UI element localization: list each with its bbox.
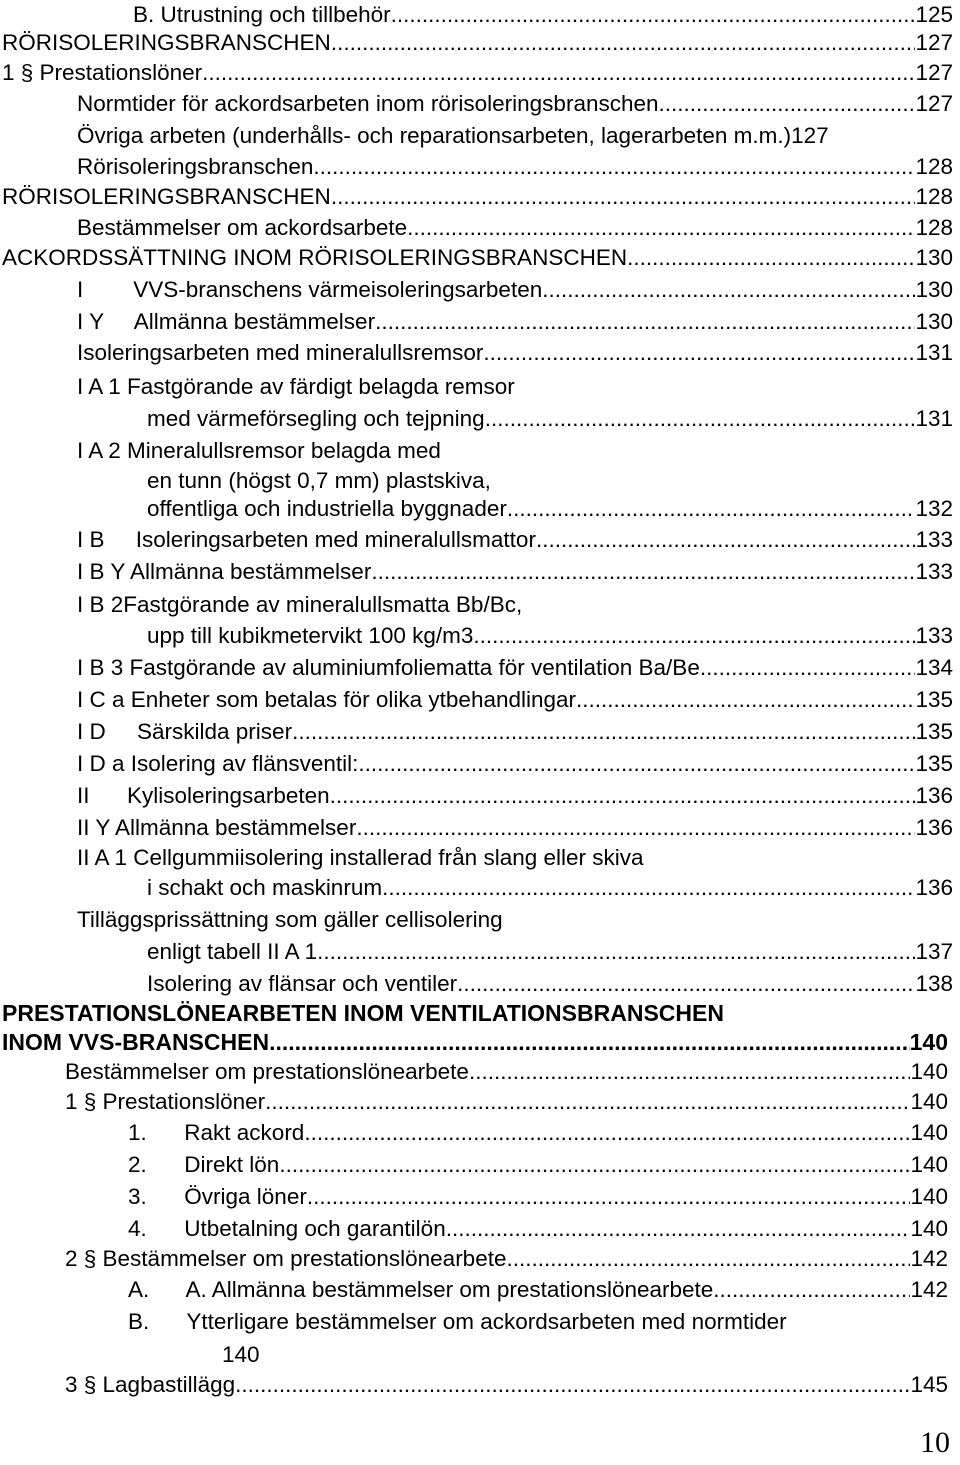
dot-leader — [576, 685, 915, 715]
dot-leader — [358, 749, 915, 779]
toc-entry-page: 127 — [791, 123, 829, 148]
toc-entry — [133, 0, 953, 30]
toc-entry — [2, 182, 953, 212]
toc-entry — [222, 1340, 422, 1370]
toc-entry — [128, 1275, 948, 1305]
toc-entry-title: i schakt och maskinrum — [147, 875, 383, 900]
toc-heading — [2, 998, 953, 1028]
toc-entry-page: 140 — [910, 1152, 948, 1177]
toc-entry-page: 140 — [910, 1184, 948, 1209]
toc-entry-title: enligt tabell II A 1 — [147, 939, 318, 964]
dot-leader — [265, 1087, 910, 1117]
toc-entry-title: Övriga arbeten (underhålls- och reparationsarbeten, lagerarbeten m.m.) — [77, 123, 792, 148]
toc-entry-page: 135 — [915, 751, 953, 776]
toc-entry-page: 135 — [915, 719, 953, 744]
dot-leader — [313, 152, 915, 182]
dot-leader — [304, 1118, 910, 1148]
toc-entry-title: Bestämmelser om ackordsarbete — [77, 215, 408, 240]
toc-entry-title: Isolering av flänsar och ventiler — [147, 971, 458, 996]
dot-leader — [483, 338, 915, 368]
toc-entry — [2, 28, 953, 58]
dot-leader — [235, 1370, 910, 1400]
toc-entry-title: I A 1 Fastgörande av färdigt belagda remsor — [77, 374, 515, 399]
toc-entry — [147, 404, 953, 434]
dot-leader — [307, 1182, 911, 1212]
toc-entry-page: 136 — [915, 875, 953, 900]
toc-entry-title: I D Särskilda priser — [77, 719, 293, 744]
toc-entry-title: Rörisoleringsbranschen — [77, 154, 314, 179]
toc-entry-page: 127 — [915, 60, 953, 85]
toc-entry-page: 127 — [915, 30, 953, 55]
toc-entry-page: 127 — [915, 91, 953, 116]
dot-leader — [473, 621, 915, 651]
dot-leader — [446, 1214, 911, 1244]
toc-entry-page: 140 — [910, 1089, 948, 1114]
page-number: 10 — [920, 1426, 950, 1459]
dot-leader — [279, 1150, 910, 1180]
toc-entry-title: 2. Direkt lön — [128, 1152, 280, 1177]
toc-entry-page: 130 — [915, 277, 953, 302]
toc-entry-title: 2 § Bestämmelser om prestationslönearbete — [65, 1246, 507, 1271]
toc-entry — [147, 621, 953, 651]
toc-entry — [77, 121, 953, 151]
toc-entry-title: I VVS-branschens värmeisoleringsarbeten — [77, 277, 543, 302]
toc-entry — [77, 372, 953, 402]
dot-leader — [407, 213, 915, 243]
toc-entry-page: 140 — [910, 1120, 948, 1145]
toc-entry-title: B. Ytterligare bestämmelser om ackordsarbeten med normtider — [128, 1309, 787, 1334]
toc-entry-page: 130 — [915, 309, 953, 334]
toc-entry-page-wrapped: 140 — [222, 1342, 260, 1367]
toc-heading — [2, 1027, 948, 1057]
toc-entry-title: ACKORDSSÄTTNING INOM RÖRISOLERINGSBRANSCHEN — [2, 245, 628, 270]
toc-entry — [77, 307, 953, 337]
toc-entry — [77, 525, 953, 555]
toc-entry-title: I B Y Allmänna bestämmelser — [77, 559, 372, 584]
toc-entry-page: 135 — [915, 687, 953, 712]
toc-entry-title: II A 1 Cellgummiisolering installerad från slang eller skiva — [77, 845, 644, 870]
toc-entry — [77, 717, 953, 747]
dot-leader — [375, 307, 915, 337]
toc-entry — [147, 937, 953, 967]
toc-entry-title: Isoleringsarbeten med mineralullsremsor — [77, 340, 484, 365]
toc-entry-page: 133 — [915, 527, 953, 552]
toc-entry-title: I B 3 Fastgörande av aluminiumfoliematta för ventilation Ba/Be — [77, 655, 700, 680]
toc-entry — [77, 813, 953, 843]
toc-entry — [77, 89, 953, 119]
toc-entry-title: en tunn (högst 0,7 mm) plastskiva, — [147, 468, 491, 493]
toc-entry-page: 128 — [915, 184, 953, 209]
toc-entry-title: A. A. Allmänna bestämmelser om prestationslönearbete — [128, 1277, 714, 1302]
toc-heading-title: INOM VVS-BRANSCHEN — [2, 1029, 270, 1055]
dot-leader — [371, 557, 915, 587]
toc-entry — [128, 1118, 948, 1148]
toc-entry-page: 142 — [910, 1277, 948, 1302]
toc-entry-page: 145 — [910, 1372, 948, 1397]
toc-entry-title: offentliga och industriella byggnader — [147, 496, 507, 521]
toc-entry-title: Bestämmelser om prestationslönearbete — [65, 1059, 469, 1084]
toc-entry-page: 138 — [915, 971, 953, 996]
toc-entry-page: 137 — [915, 939, 953, 964]
toc-entry-title: 1. Rakt ackord — [128, 1120, 305, 1145]
toc-entry-title: RÖRISOLERINGSBRANSCHEN — [2, 184, 331, 209]
toc-entry — [77, 685, 953, 715]
dot-leader — [391, 0, 916, 30]
dot-leader — [507, 494, 916, 524]
toc-entry-title: II Y Allmänna bestämmelser — [77, 815, 357, 840]
toc-entry-page: 130 — [915, 245, 953, 270]
toc-entry — [128, 1307, 948, 1337]
toc-entry-title: I D a Isolering av flänsventil: — [77, 751, 359, 776]
toc-entry-title: I A 2 Mineralullsremsor belagda med — [77, 438, 441, 463]
toc-entry-title: Tilläggsprissättning som gäller cellisolering — [77, 907, 503, 932]
dot-leader — [700, 653, 916, 683]
toc-entry-title: I B 2Fastgörande av mineralullsmatta Bb/Bc, — [77, 592, 523, 617]
toc-entry-page: 133 — [915, 559, 953, 584]
toc-entry — [65, 1087, 948, 1117]
toc-entry-title: I Y Allmänna bestämmelser — [77, 309, 376, 334]
dot-leader — [382, 873, 915, 903]
toc-entry-page: 142 — [910, 1246, 948, 1271]
toc-entry — [77, 152, 953, 182]
toc-entry-page: 128 — [915, 215, 953, 240]
toc-entry-title: upp till kubikmetervikt 100 kg/m3 — [147, 623, 474, 648]
toc-entry — [77, 590, 953, 620]
toc-entry-title: med värmeförsegling och tejpning — [147, 406, 485, 431]
toc-entry — [147, 873, 953, 903]
toc-entry-title: I C a Enheter som betalas för olika ytbehandlingar — [77, 687, 577, 712]
toc-entry-title: 1 § Prestationslöner — [65, 1089, 266, 1114]
toc-entry — [2, 243, 953, 273]
dot-leader — [317, 937, 915, 967]
dot-leader — [292, 717, 915, 747]
toc-entry — [65, 1057, 948, 1087]
toc-entry-page: 136 — [915, 815, 953, 840]
dot-leader — [269, 1027, 910, 1057]
dot-leader — [542, 275, 915, 305]
toc-entry-page: 131 — [915, 340, 953, 365]
toc-entry — [65, 1370, 948, 1400]
toc-entry — [77, 843, 953, 873]
dot-leader — [627, 243, 915, 273]
toc-entry — [147, 466, 953, 496]
toc-entry-title: II Kylisoleringsarbeten — [77, 783, 330, 808]
toc-entry — [2, 58, 953, 88]
toc-entry — [77, 653, 953, 683]
toc-entry-page: 140 — [910, 1059, 948, 1084]
toc-entry-title: 1 § Prestationslöner — [2, 60, 203, 85]
dot-leader — [457, 969, 915, 999]
toc-entry — [77, 275, 953, 305]
toc-entry — [147, 494, 953, 524]
toc-entry — [77, 749, 953, 779]
toc-entry-page: 134 — [915, 655, 953, 680]
dot-leader — [469, 1057, 911, 1087]
toc-entry-page: 132 — [915, 496, 953, 521]
toc-entry-title: I B Isoleringsarbeten med mineralullsmattor — [77, 527, 536, 552]
toc-heading-page: 140 — [909, 1029, 948, 1055]
toc-entry-page: 133 — [915, 623, 953, 648]
dot-leader — [330, 781, 916, 811]
dot-leader — [713, 1275, 910, 1305]
toc-entry — [77, 436, 953, 466]
toc-entry — [128, 1182, 948, 1212]
toc-entry — [128, 1214, 948, 1244]
dot-leader — [659, 89, 916, 119]
dot-leader — [506, 1244, 910, 1274]
dot-leader — [485, 404, 916, 434]
toc-entry-page: 136 — [915, 783, 953, 808]
dot-leader — [536, 525, 916, 555]
toc-heading-title: PRESTATIONSLÖNEARBETEN INOM VENTILATIONSBRANSCHEN — [2, 1000, 724, 1026]
toc-entry — [77, 781, 953, 811]
toc-entry-title: 3 § Lagbastillägg — [65, 1372, 236, 1397]
toc-entry — [77, 213, 953, 243]
toc-entry-title: B. Utrustning och tillbehör — [133, 2, 391, 27]
toc-entry-page: 131 — [915, 406, 953, 431]
dot-leader — [356, 813, 915, 843]
toc-entry-title: 3. Övriga löner — [128, 1184, 307, 1209]
toc-entry — [77, 905, 953, 935]
toc-entry — [147, 969, 953, 999]
dot-leader — [202, 58, 915, 88]
toc-entry-title: Normtider för ackordsarbeten inom rörisoleringsbranschen — [77, 91, 659, 116]
toc-entry — [77, 557, 953, 587]
toc-entry — [65, 1244, 948, 1274]
toc-entry — [77, 338, 953, 368]
dot-leader — [331, 182, 916, 212]
toc-entry — [128, 1150, 948, 1180]
toc-entry-title: 4. Utbetalning och garantilön — [128, 1216, 446, 1241]
toc-entry-title: RÖRISOLERINGSBRANSCHEN — [2, 30, 331, 55]
dot-leader — [331, 28, 916, 58]
toc-entry-page: 140 — [910, 1216, 948, 1241]
toc-entry-page: 125 — [915, 2, 953, 27]
toc-entry-page: 128 — [915, 154, 953, 179]
